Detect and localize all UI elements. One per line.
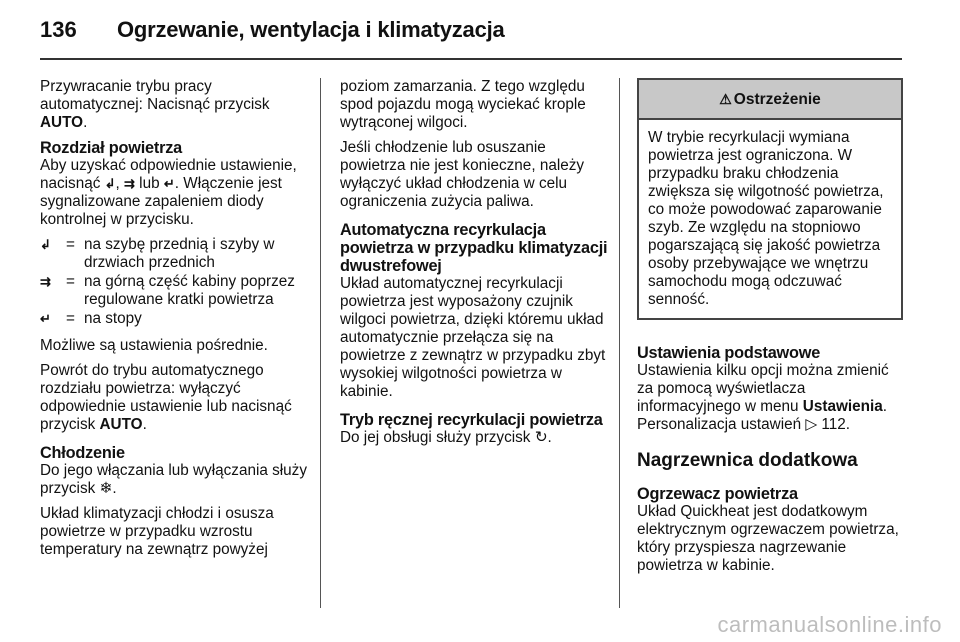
menu-settings-label: Ustawienia [802, 398, 883, 415]
list-item: ↵ = na stopy [40, 310, 142, 327]
header-rule [40, 58, 902, 60]
warning-header: ⚠ Ostrzeżenie [639, 80, 901, 120]
paragraph-basic-settings: Ustawienia kilku opcji można zmienić za pomocą wyświetlacza informacyjnego w menu Ustawienia. Personalizacja ustawień ▷ 112. [637, 362, 889, 433]
paragraph-fuel: Jeśli chłodzenie lub osuszanie powietrza nie jest konieczne, należy wyłączyć układ chłodzenia w celu ograniczenia zużycia paliwa. [340, 139, 585, 210]
paragraph-auto-recirculation: Układ automatycznej recyrkulacji powietrza jest wyposażony czujnik wilgoci powietrza, dzięki któremu układ automatycznie przełącza się na powietrze z zewnątrz w przypadku zbyt wysokiej wilgotności powietrza w kabinie. [340, 275, 606, 400]
paragraph-auto-restore: Przywracanie trybu pracy automatycznej: Nacisnąć przycisk AUTO. [40, 78, 270, 131]
column-divider [619, 78, 620, 608]
heading-auto-recirculation: Automatyczna recyrkulacja powietrza w przypadku klimatyzacji dwustrefowej [340, 221, 608, 275]
watermark: carmanualsonline.info [717, 612, 942, 637]
list-item: ⇉ = na górną część kabiny poprzez regulowane kratki powietrza [40, 273, 295, 308]
paragraph-distribution: Aby uzyskać odpowiednie ustawienie, nacisnąć ↲, ⇉ lub ↵. Włączenie jest sygnalizowane zapaleniem diody kontrolnej w przycisku. [40, 157, 297, 228]
heading-auxiliary-heater: Nagrzewnica dodatkowa [637, 450, 858, 471]
heading-air-distribution: Rozdział powietrza [40, 139, 183, 157]
paragraph-manual-recirculation: Do jej obsługi służy przycisk ↻. [340, 429, 552, 446]
paragraph-quickheat: Układ Quickheat jest dodatkowym elektrycznym ogrzewaczem powietrza, który przyspiesza nagrzewanie powietrza w kabinie. [637, 503, 899, 574]
paragraph-cooling-desc: Układ klimatyzacji chłodzi i osusza powietrze w przypadku wzrostu temperatury na zewnątrz powyżej [40, 505, 274, 558]
page-title: Ogrzewanie, wentylacja i klimatyzacja [117, 17, 505, 42]
paragraph-condensation: poziom zamarzania. Z tego względu spod pojazdu mogą wyciekać krople wytrąconej wilgoci. [340, 78, 586, 131]
vent-icon: ⇉ [124, 176, 135, 191]
windscreen-icon: ↲ [104, 176, 116, 191]
heading-cooling: Chłodzenie [40, 444, 125, 462]
recirculation-icon: ↻ [534, 429, 548, 446]
distribution-list [40, 236, 310, 328]
paragraph-return-auto: Powrót do trybu automatycznego rozdziału powietrza: wyłączyć odpowiednie ustawienie lub nacisnąć przycisk AUTO. [40, 362, 292, 433]
vent-icon: ⇉ [40, 274, 51, 289]
column-divider [320, 78, 321, 608]
footwell-icon: ↵ [40, 311, 51, 326]
paragraph-intermediate: Możliwe są ustawienia pośrednie. [40, 337, 268, 354]
heading-air-heater: Ogrzewacz powietrza [637, 485, 798, 503]
auto-button-label: AUTO [40, 114, 84, 131]
page-number: 136 [40, 17, 77, 42]
heading-basic-settings: Ustawienia podstawowe [637, 344, 821, 362]
auto-button-label: AUTO [99, 416, 143, 433]
windscreen-icon: ↲ [40, 237, 51, 252]
column-3 [637, 78, 903, 582]
snowflake-icon: ❄ [99, 480, 113, 497]
page-reference-icon: ▷ [805, 416, 818, 433]
heading-manual-recirculation: Tryb ręcznej recyrkulacji powietrza [340, 411, 603, 429]
column-1 [40, 78, 310, 566]
warning-triangle-icon: ⚠ [719, 91, 732, 107]
page-header [0, 0, 960, 60]
warning-box [637, 78, 903, 320]
warning-text: W trybie recyrkulacji wymiana powietrza jest ograniczona. W przypadku braku chłodzenia zwiększa się wilgotność powietrza, co może powodować zaparowanie szyb. Ze względu na stopniowo pogarszającą się jakość powietrza osoby przebywające we wnętrzu samochodu mogą odczuwać senność. [648, 129, 884, 308]
footwell-icon: ↵ [163, 176, 175, 191]
paragraph-cooling-button: Do jego włączania lub wyłączania służy przycisk ❄. [40, 462, 307, 497]
list-item: ↲ = na szybę przednią i szyby w drzwiach przednich [40, 236, 275, 271]
column-2 [340, 78, 610, 454]
